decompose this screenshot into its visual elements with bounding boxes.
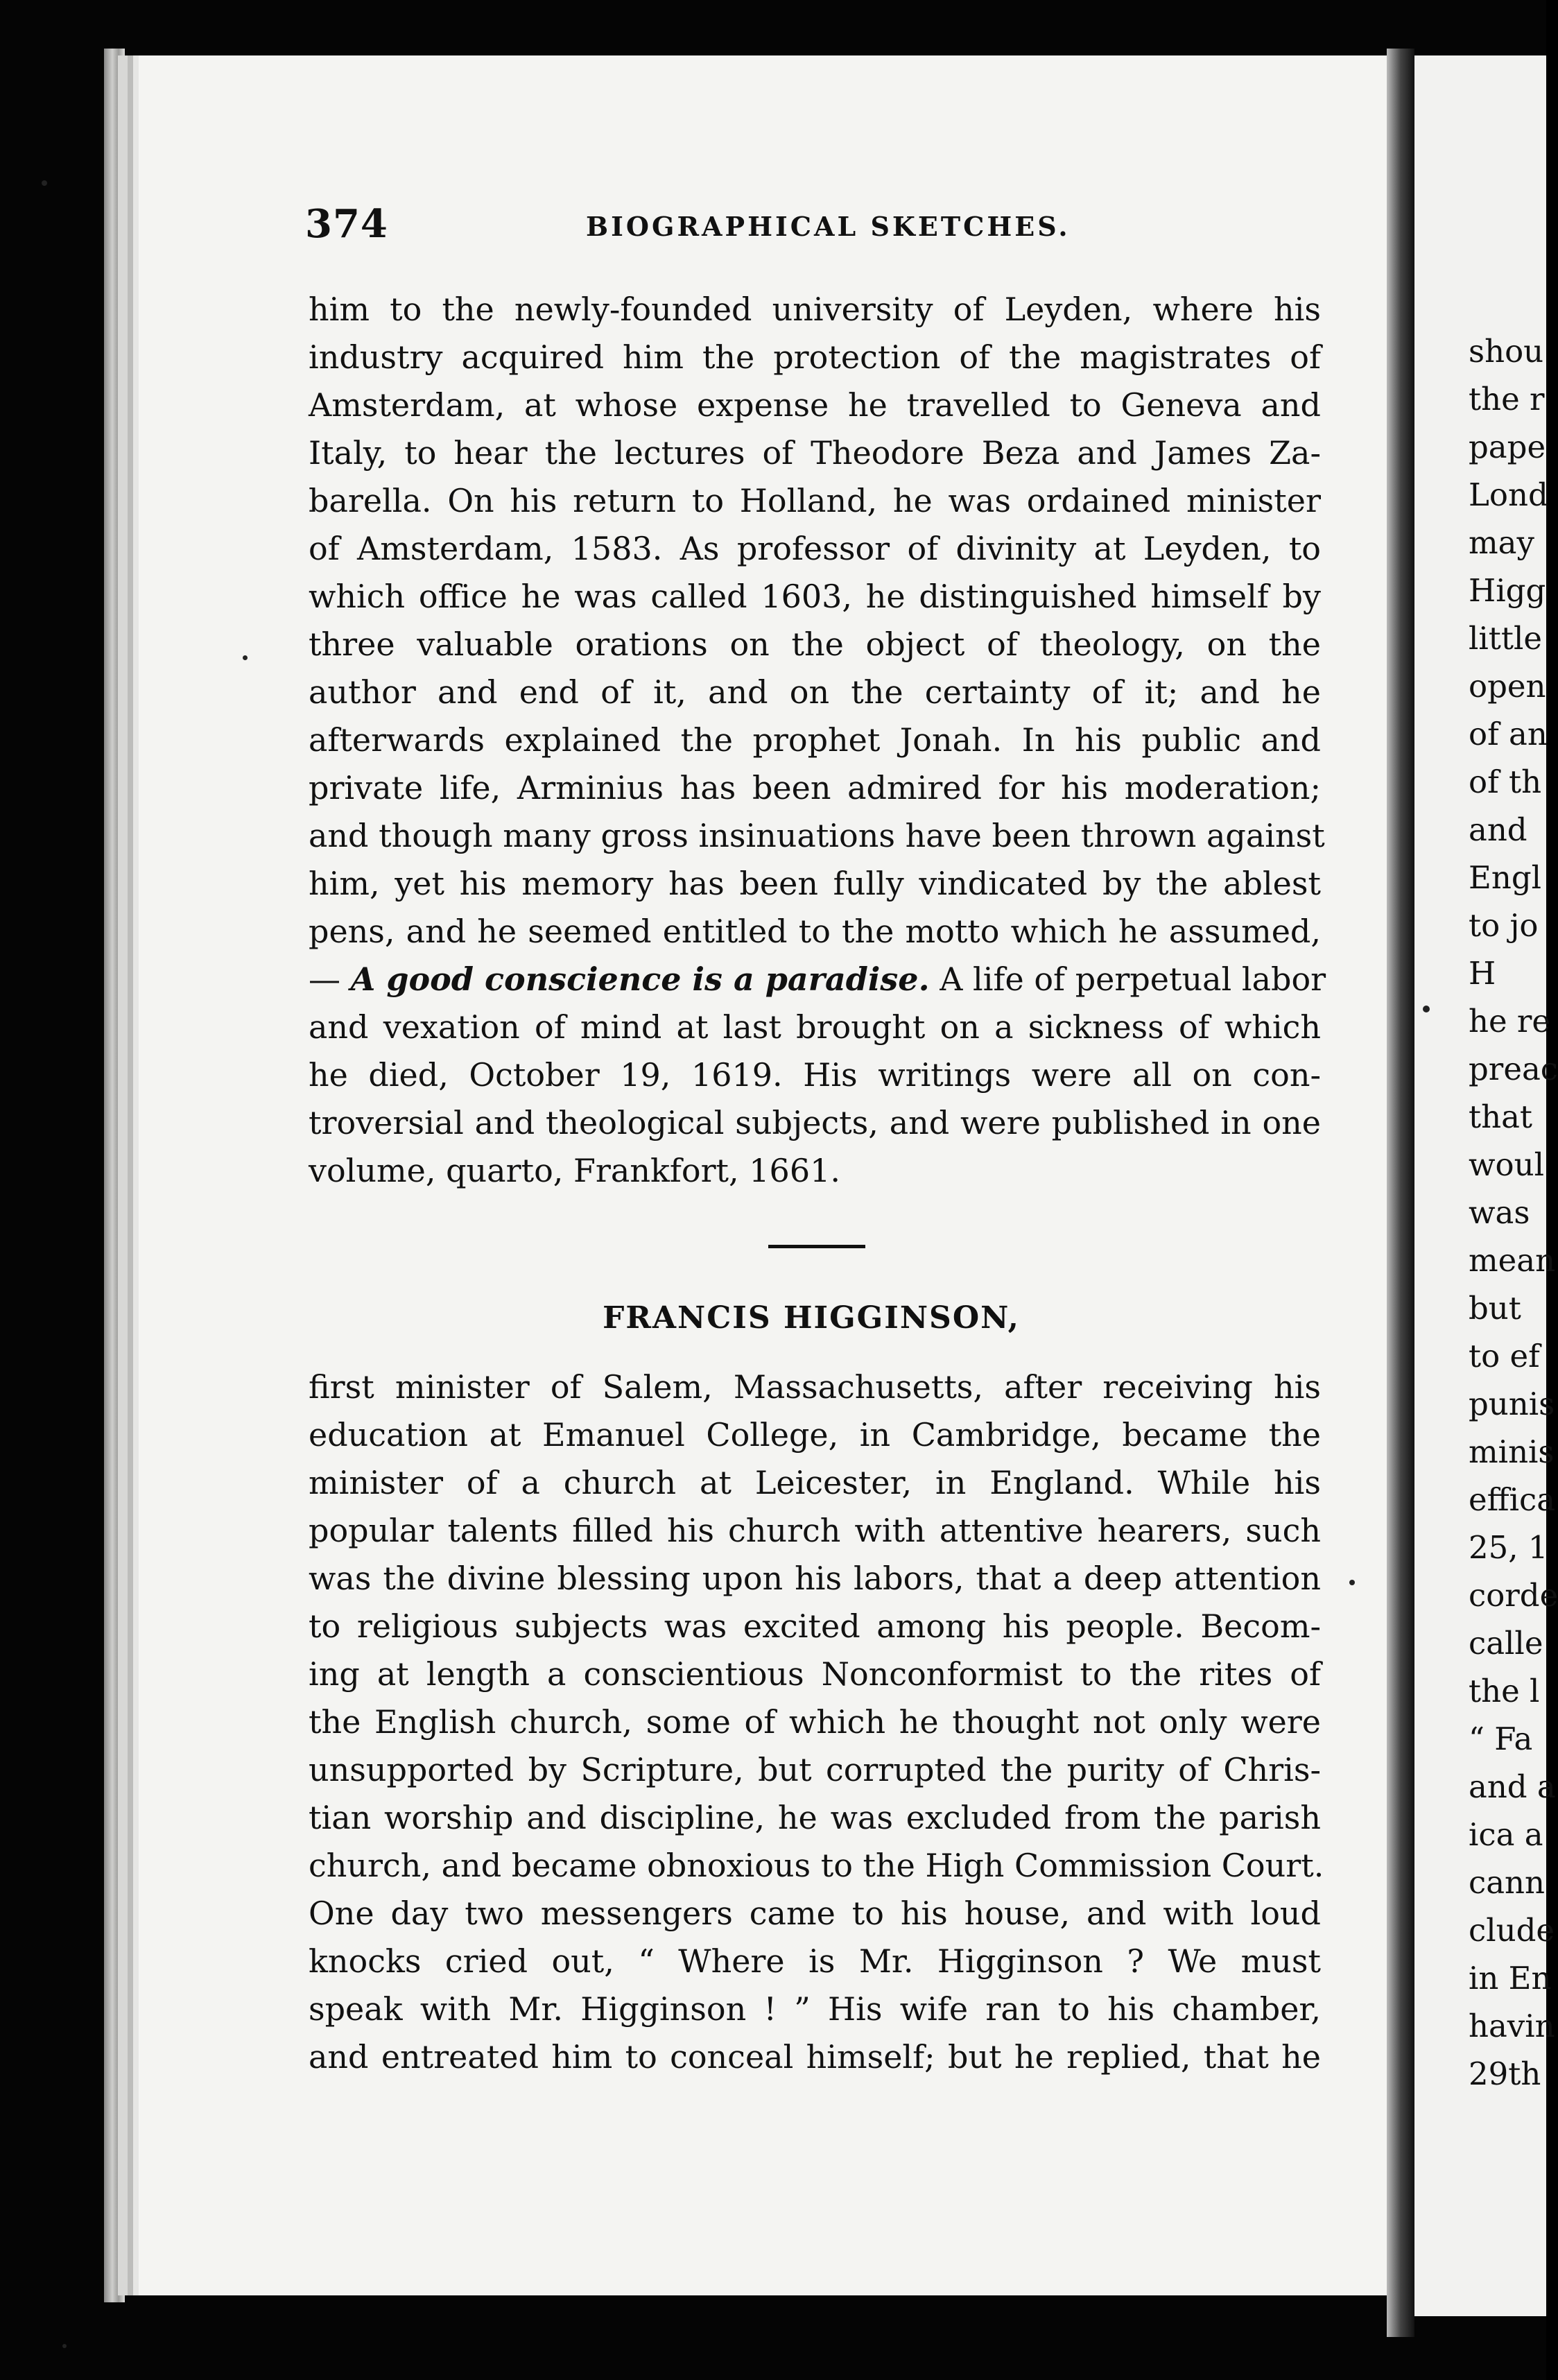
right-page-fragment: corde [1469, 1577, 1558, 1614]
text-line: unsupported by Scripture, but corrupted the purity of Chris- [309, 1751, 1321, 1788]
right-page-fragment: in En [1469, 1960, 1552, 1997]
text-line: which office he was called 1603, he distinguished himself by [309, 578, 1321, 615]
right-page-fragment: preac [1469, 1051, 1558, 1087]
right-page-fragment: that [1469, 1098, 1532, 1135]
right-page-fragment: and [1469, 811, 1527, 848]
scan-speck [42, 180, 47, 186]
text-line: Amsterdam, at whose expense he travelled to Geneva and [309, 386, 1321, 424]
right-page-fragment: he re [1469, 1003, 1551, 1040]
text-line: and vexation of mind at last brought on a sickness of which [309, 1008, 1321, 1046]
right-page-fragment: calle [1469, 1625, 1543, 1662]
text-line: author and end of it, and on the certainty of it; and he [309, 673, 1321, 711]
higginson-heading: FRANCIS HIGGINSON, [603, 1300, 1020, 1336]
right-page-fragment: 29th [1469, 2055, 1541, 2092]
right-page-fragment: H [1469, 955, 1496, 992]
right-page-fragment: pape [1469, 429, 1546, 465]
text-line: ing at length a conscientious Nonconformist to the rites of [309, 1655, 1321, 1693]
motto-text: A good conscience is a paradise. [350, 960, 930, 998]
section-divider [768, 1245, 865, 1248]
right-page-fragment: little [1469, 620, 1542, 657]
text-line: knocks cried out, “ Where is Mr. Higginson ? We must [309, 1942, 1321, 1980]
right-page-fragment: may [1469, 524, 1534, 561]
text-line: volume, quarto, Frankfort, 1661. [309, 1152, 840, 1189]
text-line: minister of a church at Leicester, in England. While his [309, 1464, 1321, 1501]
scan-speck [1423, 1006, 1430, 1012]
arminius-text [309, 286, 1326, 1195]
right-page-fragment: to jo [1469, 907, 1539, 944]
right-page-fragment: 25, 1 [1469, 1529, 1548, 1566]
text-line: he died, October 19, 1619. His writings were all on con- [309, 1056, 1321, 1094]
text-line: tian worship and discipline, he was excluded from the parish [309, 1799, 1321, 1836]
right-page-fragment: open [1469, 668, 1546, 705]
text-line: private life, Arminius has been admired for his moderation; [309, 769, 1321, 807]
right-page-fragment: but [1469, 1290, 1521, 1327]
page-header [305, 201, 1317, 257]
right-page-fragment: woul [1469, 1146, 1544, 1183]
right-page-fragment: ica a [1469, 1816, 1543, 1853]
running-head: BIOGRAPHICAL SKETCHES. [586, 211, 1071, 242]
text-line: troversial and theological subjects, and were published in one [309, 1104, 1321, 1141]
text-line: industry acquired him the protection of the magistrates of [309, 338, 1321, 376]
text-line: pens, and he seemed entitled to the motto which he assumed, [309, 913, 1321, 950]
text-line: barella. On his return to Holland, he was ordained minister [309, 482, 1321, 519]
right-page-fragment: punis [1469, 1386, 1555, 1422]
right-page-fragment: clude [1469, 1912, 1555, 1949]
text-line: him, yet his memory has been fully vindicated by the ablest [309, 865, 1321, 902]
text-line: first minister of Salem, Massachusetts, after receiving his [309, 1368, 1321, 1406]
right-page [1414, 55, 1558, 2316]
right-page-fragment: effica [1469, 1481, 1556, 1518]
text-line: of Amsterdam, 1583. As professor of divinity at Leyden, to [309, 530, 1321, 567]
scan-speck [1349, 1580, 1355, 1585]
right-page-fragment: and a [1469, 1768, 1556, 1805]
text-line: church, and became obnoxious to the High Commission Court. [309, 1847, 1324, 1884]
right-page-fragment: mean [1469, 1242, 1556, 1279]
text-line: and though many gross insinuations have been thrown against [309, 817, 1325, 854]
text-line: three valuable orations on the object of theology, on the [309, 626, 1321, 663]
higginson-text [309, 1363, 1324, 2081]
scan-speck [243, 655, 248, 660]
text-line: One day two messengers came to his house, and with loud [309, 1895, 1321, 1932]
book-gutter [1387, 49, 1414, 2337]
text-line: the English church, some of which he thought not only were [309, 1703, 1321, 1741]
text-line: was the divine blessing upon his labors, that a deep attention [309, 1560, 1321, 1597]
text-line: to religious subjects was excited among his people. Becom- [309, 1607, 1321, 1645]
right-page-fragment: minis [1469, 1433, 1555, 1470]
motto-dash: — [309, 960, 351, 998]
motto-rest: A life of perpetual labor [929, 960, 1326, 998]
right-page-fragment: Lond [1469, 476, 1548, 513]
right-page-fragment: “ Fa [1469, 1721, 1533, 1757]
text-line: education at Emanuel College, in Cambridge, became the [309, 1416, 1321, 1454]
text-line: him to the newly-founded university of Leyden, where his [309, 291, 1321, 328]
right-page-fragment: of an [1469, 716, 1548, 752]
text-line: speak with Mr. Higginson ! ” His wife ran to his chamber, [309, 1990, 1321, 2028]
text-line: and entreated him to conceal himself; but he replied, that he [309, 2038, 1321, 2076]
right-page-fragment: cann [1469, 1864, 1545, 1901]
right-page-fragment: Engl [1469, 859, 1542, 896]
right-page-fragment: to ef [1469, 1338, 1540, 1374]
right-page-fragment: the l [1469, 1673, 1540, 1709]
right-page-fragment: Higg [1469, 572, 1546, 609]
text-line-motto [309, 956, 1326, 1003]
text-line: Italy, to hear the lectures of Theodore Beza and James Za- [309, 434, 1321, 472]
text-line: popular talents filled his church with attentive hearers, such [309, 1512, 1321, 1549]
scan-speck [62, 2344, 67, 2348]
text-line: afterwards explained the prophet Jonah. In his public and [309, 721, 1321, 759]
right-page-fragment: shou [1469, 333, 1544, 370]
page-number: 374 [305, 201, 388, 247]
right-page-fragment: the r [1469, 381, 1545, 417]
right-page-fragment: of th [1469, 764, 1542, 800]
right-page-fragment: havin [1469, 2008, 1555, 2044]
right-page-fragment: was [1469, 1194, 1530, 1231]
right-page-fragments [1469, 327, 1558, 2098]
